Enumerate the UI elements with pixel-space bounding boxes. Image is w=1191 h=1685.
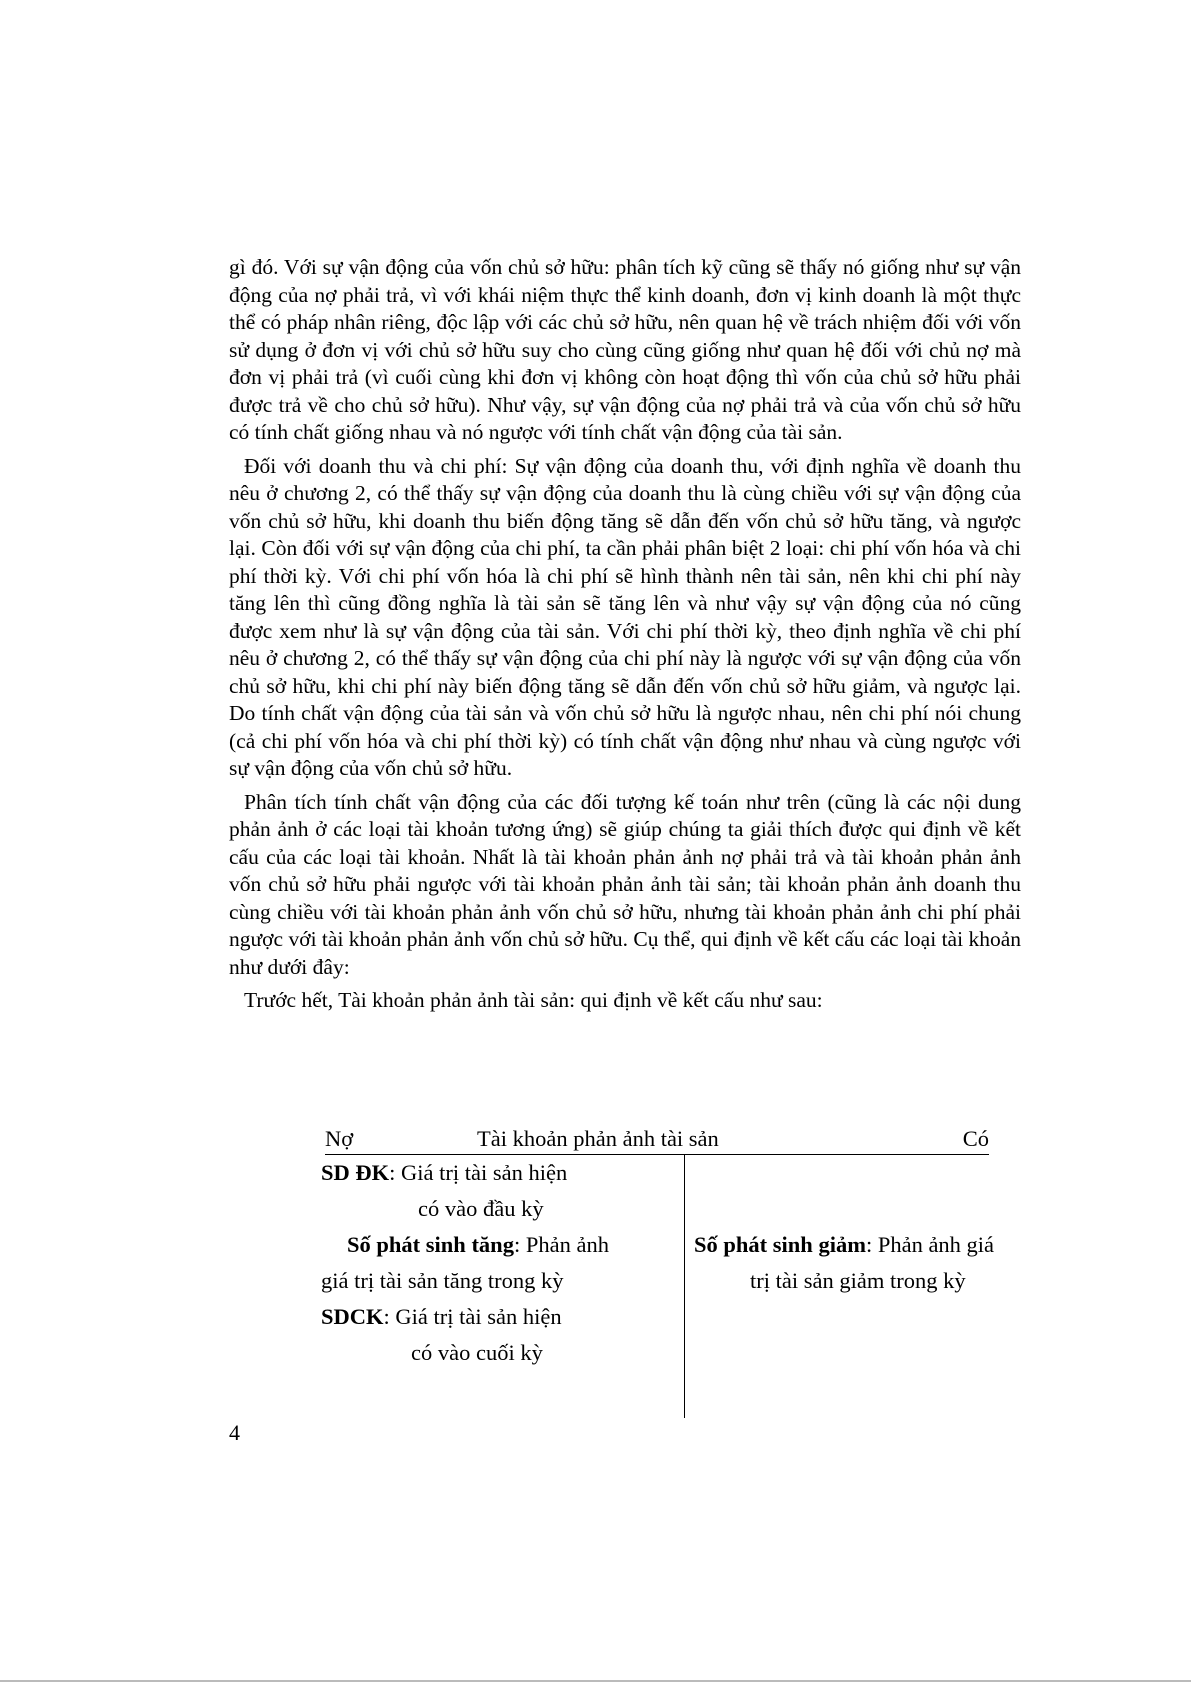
increase-line-2: giá trị tài sản tăng trong kỳ <box>321 1268 564 1293</box>
decrease-text: : Phản ảnh giá <box>865 1232 995 1257</box>
bottom-rule <box>0 1680 1191 1682</box>
paragraph-account-structure: Phân tích tính chất vận động của các đối tượng kế toán như trên (cũng là các nội dung phản ảnh ở các loại tài khoản tương ứng) sẽ giúp chúng ta giải thích được qui định về kết cấu của các loại tài khoản. Nhất là tài khoản phản ảnh nợ phải trả và tài khoản phản ảnh vốn chủ sở hữu phải ngược với tài khoản phản ảnh tài sản; tài khoản phản ảnh doanh thu cùng chiều với tài khoản phản ảnh vốn chủ sở hữu, nhưng tài khoản phản ảnh chi phí phải ngược với tài khoản phản ảnh vốn chủ sở hữu. Cụ thể, qui định về kết cấu các loại tài khoản như dưới đây: <box>229 789 1021 979</box>
opening-balance-text: : Giá trị tài sản hiện <box>389 1160 568 1185</box>
body-text <box>229 254 1021 1021</box>
paragraph-revenue-expense: Đối với doanh thu và chi phí: Sự vận động của doanh thu, với định nghĩa về doanh thu nêu ở chương 2, có thể thấy sự vận động của doanh thu là cùng chiều với sự vận động của vốn chủ sở hữu, khi doanh thu biến động tăng sẽ dẫn đến vốn chủ sở hữu tăng, và ngược lại. Còn đối với sự vận động của chi phí, ta cần phải phân biệt 2 loại: chi phí vốn hóa và chi phí thời kỳ. Với chi phí vốn hóa là chi phí sẽ hình thành nên tài sản, nên khi chi phí này tăng lên thì cũng đồng nghĩa là tài sản sẽ tăng lên và như vậy sự vận động của nó cũng được xem như là sự vận động của tài sản. Với chi phí thời kỳ, theo định nghĩa về chi phí nêu ở chương 2, có thể thấy sự vận động của chi phí này là ngược với sự vận động của vốn chủ sở hữu, khi chi phí này biến động tăng sẽ dẫn đến vốn chủ sở hữu giảm, và ngược lại. Do tính chất vận động của tài sản và vốn chủ sở hữu là ngược nhau, nên chi phí nói chung (cả chi phí vốn hóa và chi phí thời kỳ) có tính chất vận động như nhau và cùng ngược với sự vận động của vốn chủ sở hữu. <box>229 453 1021 780</box>
opening-balance-line-1 <box>321 1155 567 1191</box>
credit-label: Có <box>962 1126 989 1151</box>
page-number: 4 <box>229 1420 240 1445</box>
paragraph-asset-account-intro: Trước hết, Tài khoản phản ảnh tài sản: qui định về kết cấu như sau: <box>244 988 823 1012</box>
increase-line-1 <box>347 1227 609 1263</box>
decrease-label: Số phát sinh giảm <box>694 1232 866 1257</box>
closing-balance-text: : Giá trị tài sản hiện <box>383 1304 562 1329</box>
closing-balance-line-1 <box>321 1299 562 1335</box>
t-account-title: Tài khoản phản ảnh tài sản <box>477 1126 719 1151</box>
asset-t-account <box>318 1124 1048 1424</box>
opening-balance-line-2: có vào đầu kỳ <box>418 1196 544 1221</box>
increase-label: Số phát sinh tăng <box>347 1232 514 1257</box>
paragraph-equity-movement: gì đó. Với sự vận động của vốn chủ sở hữu: phân tích kỹ cũng sẽ thấy nó giống như sự vận động của nợ phải trả, vì với khái niệm thực thể kinh doanh, đơn vị kinh doanh là một thực thể có pháp nhân riêng, độc lập với các chủ sở hữu, nên quan hệ về trách nhiệm đối với vốn sử dụng ở đơn vị với chủ sở hữu suy cho cùng cũng giống như quan hệ đối với chủ nợ mà đơn vị phải trả (vì cuối cùng khi đơn vị không còn hoạt động thì vốn của chủ sở hữu phải được trả về cho chủ sở hữu). Như vậy, sự vận động của nợ phải trả và của vốn chủ sở hữu có tính chất giống nhau và nó ngược với tính chất vận động của tài sản. <box>229 255 1021 444</box>
decrease-line-2: trị tài sản giảm trong kỳ <box>750 1268 966 1293</box>
opening-balance-label: SD ĐK <box>321 1160 390 1185</box>
closing-balance-label: SDCK <box>321 1304 384 1329</box>
closing-balance-line-2: có vào cuối kỳ <box>411 1340 543 1365</box>
decrease-line-1 <box>694 1227 994 1263</box>
t-account-header <box>325 1124 989 1155</box>
t-account-divider <box>684 1154 685 1418</box>
debit-label: Nợ <box>325 1126 354 1151</box>
increase-text: : Phản ảnh <box>513 1232 609 1257</box>
